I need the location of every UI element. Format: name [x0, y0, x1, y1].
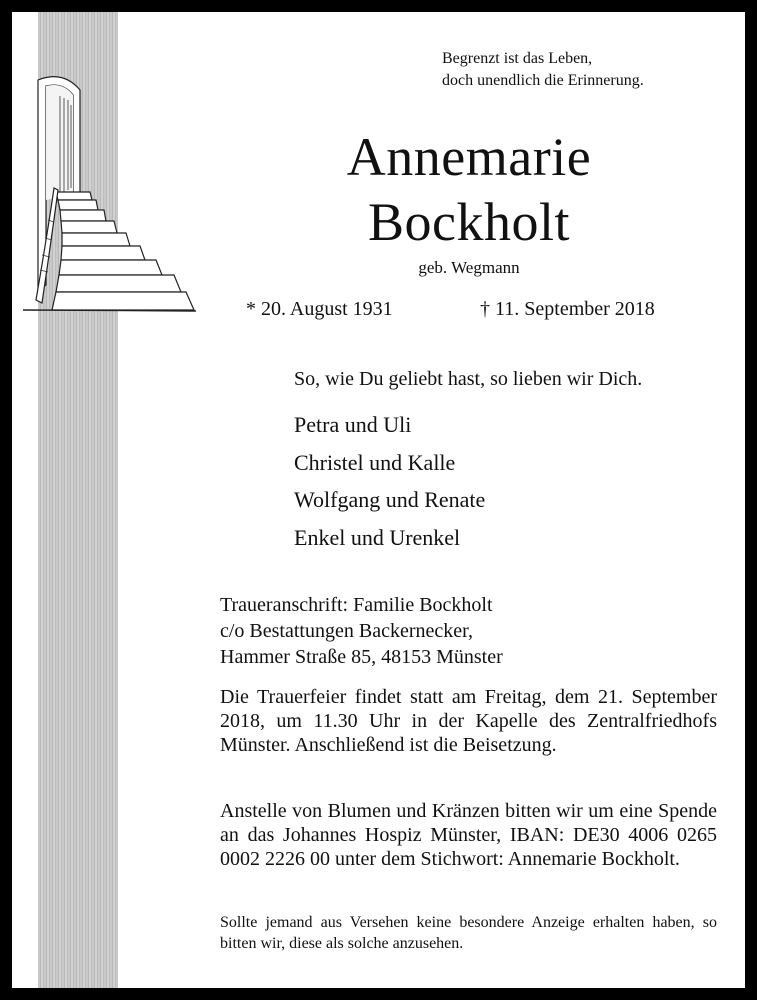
funeral-info: Die Trauerfeier findet statt am Freitag, dem 21. September 2018, um 11.30 Uhr in der Kapelle des Zentralfriedhofs Münster. Anschließend ist die Beisetzung.	[220, 686, 717, 756]
deceased-last-name: Bockholt	[368, 192, 570, 252]
mourner-item: Enkel und Urenkel	[294, 524, 461, 550]
mourners-list	[294, 406, 485, 556]
mourner-item: Christel und Kalle	[294, 449, 456, 475]
mourning-address	[220, 592, 503, 670]
motto	[442, 48, 732, 92]
motto-line-2: doch unendlich die Erinnerung.	[442, 72, 644, 89]
birth-date: * 20. August 1931	[246, 298, 393, 320]
address-line-3: Hammer Straße 85, 48153 Münster	[220, 646, 503, 668]
donation-info: Anstelle von Blumen und Kränzen bitten wir um eine Spende an das Johannes Hospiz Münster, IBAN: DE30 4006 0265 0002 2226 00 unter dem Stichwort: Annemarie Bockholt.	[220, 800, 717, 870]
mourner-item: Petra und Uli	[294, 412, 412, 437]
birth-name: geb. Wegmann	[418, 258, 520, 277]
death-date: † 11. September 2018	[480, 298, 655, 320]
address-line-1: Traueranschrift: Familie Bockholt	[220, 594, 493, 616]
mourner-item: Wolfgang und Renate	[294, 487, 486, 512]
address-line-2: c/o Bestattungen Backernecker,	[220, 620, 473, 642]
motto-line-1: Begrenzt ist das Leben,	[442, 50, 593, 67]
staircase-illustration	[18, 70, 198, 320]
notice-text: Sollte jemand aus Versehen keine besondere Anzeige erhalten haben, so bitten wir, diese als solche anzusehen.	[220, 914, 717, 952]
deceased-first-name: Annemarie	[346, 127, 592, 187]
memorial-quote: So, wie Du geliebt hast, so lieben wir Dich.	[294, 368, 643, 390]
